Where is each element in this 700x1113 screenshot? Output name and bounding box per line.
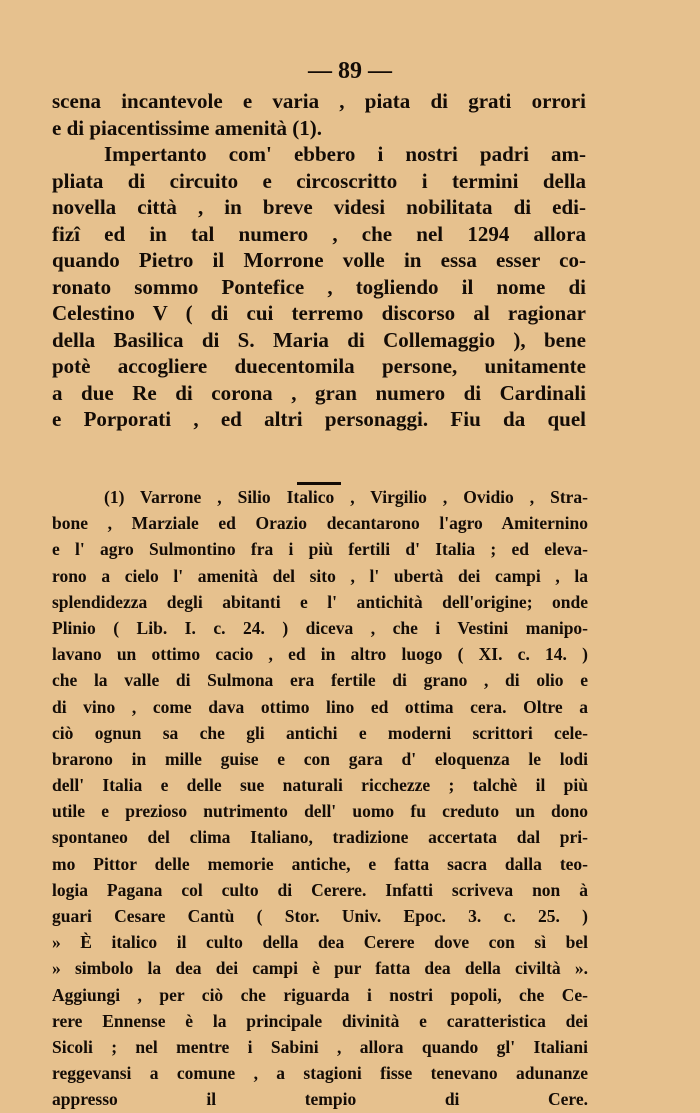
footnote-line: Sicoli ; nel mentre i Sabini , allora quando gl' Italiani [52, 1036, 588, 1057]
footnote-line: reggevansi a comune , a stagioni fisse tenevano adunanze [52, 1063, 588, 1084]
footnote-line: » simbolo la dea dei campi è pur fatta dea della civiltà ». [52, 958, 588, 979]
footnote-line: » È italico il culto della dea Cerere dove con sì bel [52, 932, 588, 953]
footnote-line: (1) Varrone , Silio Italico , Virgilio , Ovidio , Stra- [104, 487, 588, 507]
text-line: scena incantevole e varia , piata di grati orrori [52, 89, 586, 113]
footnote-line: utile e prezioso nutrimento dell' uomo fu creduto un dono [52, 801, 588, 822]
footnote-line: rere Ennense è la principale divinità e caratteristica dei [52, 1010, 588, 1031]
text-line: ronato sommo Pontefice , togliendo il nome di [52, 274, 586, 299]
text-line: e Porporati , ed altri personaggi. Fiu da quel [52, 407, 586, 431]
text-line: Impertanto com' ebbero i nostri padri am- [104, 142, 586, 166]
page-number: — 89 — [308, 58, 392, 84]
footnote-line: ciò ognun sa che gli antichi e moderni scrittori cele- [52, 722, 588, 743]
text-line: novella città , in breve videsi nobilitata di edi- [52, 195, 586, 219]
text-line: e di piacentissime amenità (1). [52, 115, 323, 140]
footnote-line: bone , Marziale ed Orazio decantarono l'agro Amiternino [52, 513, 588, 534]
text-line: quando Pietro il Morrone volle in essa esser co- [52, 248, 586, 272]
footnote-line: Aggiungi , per ciò che riguarda i nostri popoli, che Ce- [52, 984, 588, 1005]
footnote-line: rono a cielo l' amenità del sito , l' ubertà dei campi , la [52, 565, 588, 586]
footnote-line: splendidezza degli abitanti e l' antichità dell'origine; onde [52, 591, 588, 612]
footnote-line: dell' Italia e delle sue naturali ricchezze ; talchè il più [52, 775, 588, 796]
text-line: fizî ed in tal numero , che nel 1294 allora [52, 221, 586, 246]
footnote-line: lavano un ottimo cacio , ed in altro luogo ( XI. c. 14. ) [52, 644, 588, 665]
footnote [52, 484, 588, 1113]
footnote-line: guari Cesare Cantù ( Stor. Univ. Epoc. 3. c. 25. ) [52, 906, 588, 926]
footnote-line: mo Pittor delle memorie antiche, e fatta sacra dalla teo- [52, 853, 588, 874]
footnote-line: Plinio ( Lib. I. c. 24. ) diceva , che i Vestini manipo- [52, 617, 588, 638]
text-line: a due Re di corona , gran numero di Cardinali [52, 380, 586, 405]
footnote-line: di vino , come dava ottimo lino ed ottima cera. Oltre a [52, 696, 588, 717]
text-line: della Basilica di S. Maria di Collemaggio ), bene [52, 327, 586, 352]
footnote-line: e l' agro Sulmontino fra i più fertili d' Italia ; ed eleva- [52, 539, 588, 560]
footnote-line: logia Pagana col culto di Cerere. Infatti scriveva non à [52, 879, 588, 900]
text-line: pliata di circuito e circoscritto i termini della [52, 168, 586, 193]
footnote-line: spontaneo del clima Italiano, tradizione accertata dal pri- [52, 827, 588, 848]
footnote-line: brarono in mille guise e con gara d' eloquenza le lodi [52, 748, 588, 769]
footnote-line: che la valle di Sulmona era fertile di grano , di olio e [52, 670, 588, 691]
footnote-line: appresso il tempio di Cere. [52, 1089, 588, 1110]
text-line: Celestino V ( di cui terremo discorso al ragionar [52, 301, 586, 325]
text-line: potè accogliere duecentomila persone, unitamente [52, 354, 586, 378]
main-text [52, 88, 586, 433]
